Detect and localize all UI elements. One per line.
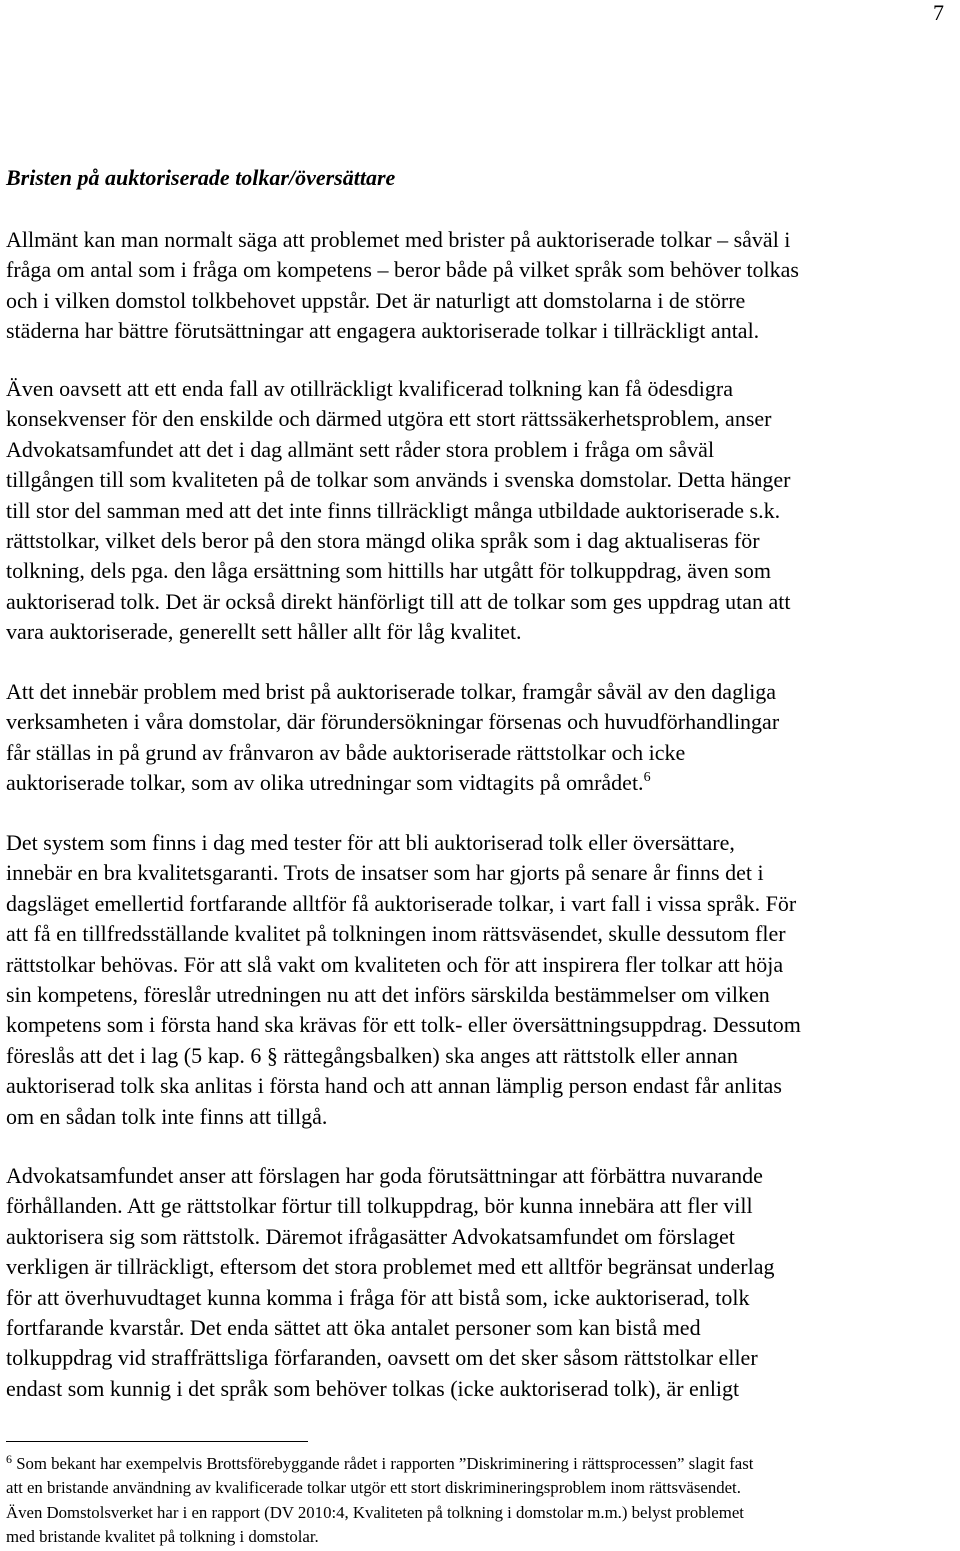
page-number: 7: [933, 0, 944, 25]
footnote: [6, 1452, 952, 1550]
paragraph-2: [6, 374, 952, 648]
paragraph-line: kompetens som i första hand ska krävas för ett tolk- eller översättningsuppdrag. Dessutom: [6, 1012, 801, 1038]
paragraph-line: föreslås att det i lag (5 kap. 6 § rättegångsbalken) ska anges att rättstolk eller annan: [6, 1042, 738, 1068]
paragraph-line: fortfarande kvarstår. Det enda sättet att öka antalet personer som kan bistå med: [6, 1315, 701, 1341]
paragraph-line: rättstolkar, vilket dels beror på den stora mängd olika språk som i dag aktualiseras för: [6, 528, 760, 554]
paragraph-line-text: auktoriserade tolkar, som av olika utredningar som vidtagits på området.: [6, 770, 644, 796]
paragraph-line: Advokatsamfundet att det i dag allmänt sett råder stora problem i fråga om såväl: [6, 436, 715, 462]
paragraph-line: att få en tillfredsställande kvalitet på tolkningen inom rättsväsendet, skulle dessutom fler: [6, 921, 786, 947]
paragraph-line: Även oavsett att ett enda fall av otillräckligt kvalificerad tolkning kan få ödesdigra: [6, 376, 733, 401]
paragraph-line: auktoriserad tolk. Det är också direkt hänförligt till att de tolkar som ges uppdrag utan att: [6, 588, 791, 614]
paragraph-line: verksamheten i våra domstolar, där förundersökningar försenas och huvudförhandlingar: [6, 709, 780, 735]
paragraph-line: för att överhuvudtaget kunna komma i fråga för att bistå som, icke auktoriserad, tolk: [6, 1284, 750, 1310]
footnote-number: 6: [6, 1452, 12, 1466]
paragraph-line: Allmänt kan man normalt säga att problemet med brister på auktoriserade tolkar – såväl i: [6, 227, 791, 252]
paragraph-line: och i vilken domstol tolkbehovet uppstår. Det är naturligt att domstolarna i de större: [6, 287, 746, 313]
paragraph-line: vara auktoriserade, generellt sett håller allt för låg kvalitet.: [6, 619, 522, 645]
paragraph-line: auktorisera sig som rättstolk. Däremot ifrågasätter Advokatsamfundet om förslaget: [6, 1223, 735, 1249]
paragraph-4: [6, 828, 952, 1132]
footnote-line: Även Domstolsverket har i en rapport (DV 2010:4, Kvaliteten på tolkning i domstolar m.m.) belyst problemet: [6, 1502, 744, 1522]
paragraph-line: till stor del samman med att det inte finns tillräckligt många utbildade auktoriserade s.k.: [6, 497, 781, 523]
paragraph-line: auktoriserad tolk ska anlitas i första hand och att annan lämplig person endast får anlitas: [6, 1073, 782, 1099]
paragraph-line: om en sådan tolk inte finns att tillgå.: [6, 1103, 328, 1129]
footnote-line: [6, 1452, 952, 1476]
paragraph-3: [6, 677, 952, 799]
footnote-divider: [6, 1441, 308, 1442]
paragraph-line: endast som kunnig i det språk som behöver tolkas (icke auktoriserad tolk), är enligt: [6, 1375, 740, 1401]
paragraph-line: dagsläget emellertid fortfarande alltför få auktoriserade tolkar, i vart fall i vissa språk. För: [6, 890, 797, 916]
paragraph-line: innebär en bra kvalitetsgaranti. Trots de insatser som har gjorts på senare år finns det i: [6, 860, 764, 886]
paragraph-line: Att det innebär problem med brist på auktoriserade tolkar, framgår såväl av den dagliga: [6, 679, 777, 704]
paragraph-line: städerna har bättre förutsättningar att engagera auktoriserade tolkar i tillräckligt antal.: [6, 318, 760, 344]
footnote-line: att en bristande användning av kvalificerade tolkar utgör ett stort diskrimineringsproblem inom rättsväsendet.: [6, 1478, 741, 1498]
paragraph-line: rättstolkar behövas. För att slå vakt om kvaliteten och för att inspirera fler tolkar att höja: [6, 951, 784, 977]
paragraph-line: tillgången till som kvaliteten på de tolkar som används i svenska domstolar. Detta hänger: [6, 467, 791, 493]
footnote-line: med bristande kvalitet på tolkning i domstolar.: [6, 1527, 319, 1547]
paragraph-line: får ställas in på grund av frånvaron av både auktoriserade rättstolkar och icke: [6, 739, 686, 765]
paragraph-line: konsekvenser för den enskilde och därmed utgöra ett stort rättssäkerhetsproblem, anser: [6, 406, 772, 432]
footnote-reference[interactable]: 6: [643, 770, 651, 786]
paragraph-line: verkligen är tillräckligt, eftersom det stora problemet med ett alltför begränsat underlag: [6, 1254, 775, 1280]
paragraph-5: [6, 1161, 952, 1404]
paragraph-line: förhållanden. Att ge rättstolkar förtur till tolkuppdrag, bör kunna innebära att fler vill: [6, 1193, 753, 1219]
section-heading: Bristen på auktoriserade tolkar/översättare: [6, 165, 396, 190]
paragraph-line: fråga om antal som i fråga om kompetens – beror både på vilket språk som behöver tolkas: [6, 257, 799, 283]
paragraph-line: sin kompetens, föreslår utredningen nu att det införs särskilda bestämmelser om vilken: [6, 982, 770, 1008]
paragraph-line: [6, 768, 952, 798]
paragraph-line: Advokatsamfundet anser att förslagen har goda förutsättningar att förbättra nuvarande: [6, 1163, 763, 1188]
paragraph-line: tolkuppdrag vid straffrättsliga förfaranden, oavsett om det sker såsom rättstolkar eller: [6, 1345, 758, 1371]
footnote-line-text: Som bekant har exempelvis Brottsförebyggande rådet i rapporten ”Diskriminering i rättsprocessen” slagit fast: [12, 1454, 754, 1473]
paragraph-1: [6, 225, 952, 347]
paragraph-line: tolkning, dels pga. den låga ersättning som hittills har utgått för tolkuppdrag, även som: [6, 558, 771, 584]
paragraph-line: Det system som finns i dag med tester för att bli auktoriserad tolk eller översättare,: [6, 830, 735, 855]
